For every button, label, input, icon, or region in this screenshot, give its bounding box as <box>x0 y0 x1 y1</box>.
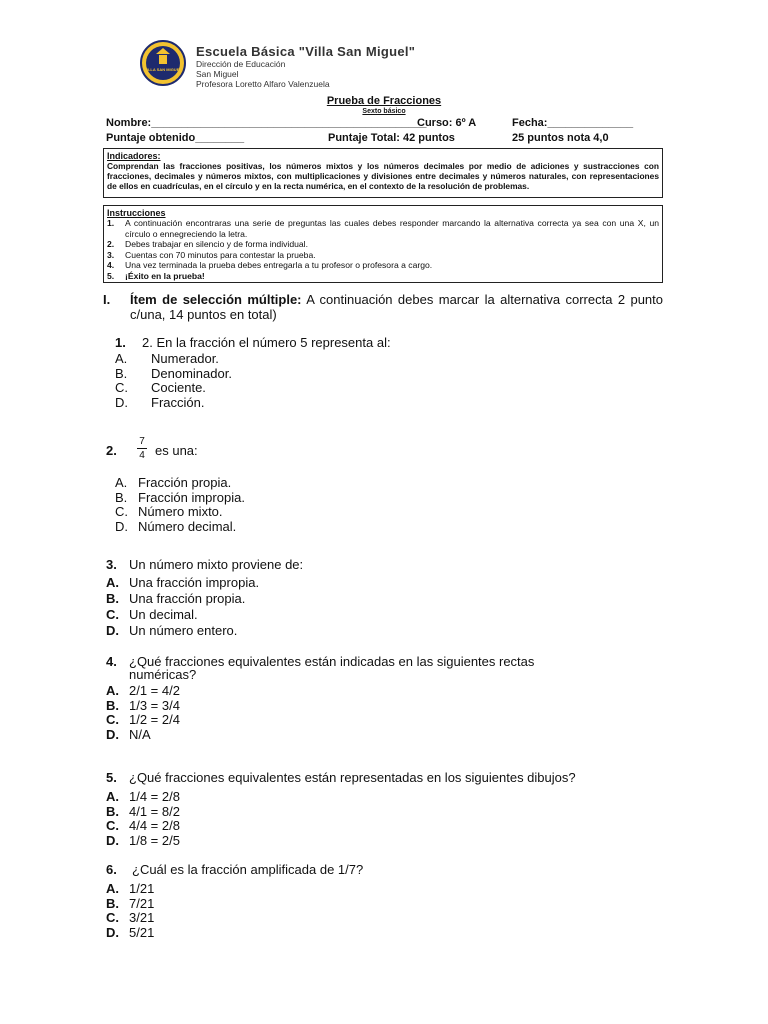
option-d[interactable] <box>106 728 646 743</box>
option-text: Cociente. <box>151 380 206 395</box>
question-number: 6. <box>106 862 117 877</box>
instruccion-text: A continuación encontraras una serie de preguntas las cuales debes responder marcando la alternativa correcta ya sea con una X, un círculo o ennegreciendo la letra. <box>125 218 659 239</box>
question-number: 4. <box>106 654 117 669</box>
option-a[interactable] <box>106 576 646 592</box>
question-1 <box>115 336 655 410</box>
field-puntaje-obtenido[interactable]: Puntaje obtenido________ <box>106 132 245 144</box>
option-text: Denominador. <box>151 365 232 381</box>
instruccion-num: 3. <box>107 249 115 260</box>
option-d[interactable] <box>106 624 646 640</box>
indicadores-box <box>103 148 663 198</box>
instruccion-num: 2. <box>107 239 115 249</box>
section-text <box>130 292 663 322</box>
instruccion-item <box>107 260 659 271</box>
option-text: 3/21 <box>129 910 155 925</box>
indicadores-title: Indicadores: <box>107 151 161 161</box>
question-stem-continued: numéricas? <box>129 667 197 682</box>
option-letter: C. <box>106 607 119 622</box>
option-text: 1/2 = 2/4 <box>129 712 180 727</box>
option-a[interactable] <box>106 684 646 699</box>
option-letter: A. <box>106 881 119 896</box>
option-c[interactable] <box>106 608 646 624</box>
option-b[interactable] <box>106 699 646 714</box>
school-header <box>140 40 660 96</box>
instruccion-num: 4. <box>107 260 115 270</box>
option-text: 2/1 = 4/2 <box>129 683 180 698</box>
question-number: 2. <box>106 443 117 458</box>
option-letter: B. <box>115 489 128 505</box>
question-4 <box>106 655 646 742</box>
question-5 <box>106 771 666 848</box>
question-stem: 2. En la fracción el número 5 representa al: <box>142 335 391 350</box>
field-nota: 25 puntos nota 4,0 <box>512 132 609 144</box>
instruccion-item <box>107 250 659 261</box>
option-text: 4/1 = 8/2 <box>129 803 180 819</box>
instruccion-text: Debes trabajar en silencio y de forma individual. <box>125 239 308 249</box>
option-letter: B. <box>106 895 119 911</box>
instrucciones-title: Instrucciones <box>107 208 166 218</box>
option-text: Fracción propia. <box>138 475 232 490</box>
option-text: Fracción. <box>151 394 205 410</box>
option-b[interactable] <box>115 367 655 382</box>
option-c[interactable] <box>106 713 646 728</box>
section-heading <box>103 292 663 322</box>
instruccion-item <box>107 218 659 239</box>
section-title-bold: Ítem de selección múltiple: <box>130 292 302 307</box>
option-c[interactable] <box>106 911 646 926</box>
option-d[interactable] <box>115 520 655 535</box>
option-b[interactable] <box>115 491 655 506</box>
option-letter: A. <box>115 475 128 490</box>
option-text: Una fracción impropia. <box>129 575 260 590</box>
option-text: Un decimal. <box>129 607 198 622</box>
option-a[interactable] <box>106 790 666 805</box>
option-letter: C. <box>115 504 128 519</box>
option-letter: B. <box>106 591 119 606</box>
option-letter: D. <box>115 518 128 534</box>
option-text: Un número entero. <box>129 623 238 638</box>
option-b[interactable] <box>106 592 646 608</box>
option-c[interactable] <box>115 381 655 396</box>
question-stem: ¿Cuál es la fracción amplificada de 1/7? <box>132 862 364 877</box>
option-d[interactable] <box>115 396 655 411</box>
option-letter: C. <box>115 380 128 395</box>
option-letter: C. <box>106 712 119 727</box>
option-text: Número decimal. <box>138 518 237 534</box>
question-2 <box>106 436 646 534</box>
option-letter: D. <box>115 394 128 410</box>
option-letter: B. <box>106 803 119 819</box>
option-b[interactable] <box>106 805 666 820</box>
school-line-3: Profesora Loretto Alfaro Valenzuela <box>196 79 330 89</box>
option-b[interactable] <box>106 897 646 912</box>
question-stem: ¿Qué fracciones equivalentes están representadas en los siguientes dibujos? <box>129 770 576 785</box>
instruccion-num: 1. <box>107 218 115 228</box>
option-text: 5/21 <box>129 924 155 940</box>
option-a[interactable] <box>115 352 655 367</box>
option-text: Número mixto. <box>138 504 223 519</box>
school-logo <box>140 40 186 86</box>
fraction-denominator: 4 <box>139 450 145 461</box>
option-c[interactable] <box>115 505 655 520</box>
option-letter: B. <box>115 365 128 381</box>
option-text: Fracción impropia. <box>138 489 245 505</box>
instruccion-text: Una vez terminada la prueba debes entregarla a tu profesor o profesora a cargo. <box>125 260 433 270</box>
option-letter: D. <box>106 623 119 638</box>
option-a[interactable] <box>106 882 646 897</box>
option-text: Una fracción propia. <box>129 591 246 606</box>
field-puntaje-total: Puntaje Total: 42 puntos <box>328 132 455 144</box>
option-text: Numerador. <box>151 351 219 366</box>
option-letter: A. <box>106 683 119 698</box>
field-fecha[interactable]: Fecha:______________ <box>512 117 634 129</box>
fraction-line <box>137 448 147 449</box>
test-title: Prueba de Fracciones <box>326 95 442 107</box>
option-d[interactable] <box>106 834 666 849</box>
option-letter: D. <box>106 924 119 940</box>
question-number: 1. <box>115 335 126 350</box>
option-text: 7/21 <box>129 895 155 911</box>
school-info <box>196 44 415 89</box>
field-nombre[interactable]: Nombre:_____________________________________________ <box>106 117 427 129</box>
option-letter: C. <box>106 818 119 833</box>
option-letter: B. <box>106 697 119 713</box>
option-letter: D. <box>106 832 119 848</box>
question-number: 3. <box>106 557 117 572</box>
field-curso: Curso: 6º A <box>417 117 477 129</box>
option-text: 1/21 <box>129 881 155 896</box>
option-text: 1/8 = 2/5 <box>129 832 180 848</box>
fraction <box>136 436 148 461</box>
option-text: N/A <box>129 726 151 742</box>
fraction-numerator: 7 <box>139 436 145 447</box>
option-d[interactable] <box>106 926 646 941</box>
option-c[interactable] <box>106 819 666 834</box>
option-letter: A. <box>115 351 128 366</box>
school-line-1: Dirección de Educación <box>196 59 286 69</box>
section-title-rest: A continuación debes marcar la alternativa correcta 2 punto c/una, 14 puntos en total) <box>130 292 663 322</box>
option-letter: A. <box>106 575 119 590</box>
instrucciones-box <box>103 205 663 283</box>
instruccion-text: ¡Éxito en la prueba! <box>125 270 205 281</box>
question-stem: Un número mixto proviene de: <box>129 557 304 572</box>
instruccion-item <box>107 271 659 282</box>
option-text: 4/4 = 2/8 <box>129 818 180 833</box>
option-letter: D. <box>106 726 119 742</box>
section-roman: I. <box>103 292 111 307</box>
question-number: 5. <box>106 770 117 785</box>
test-subtitle: Sexto básico <box>362 108 406 115</box>
option-letter: C. <box>106 910 119 925</box>
question-3 <box>106 558 646 640</box>
school-line-2: San Miguel <box>196 69 239 79</box>
option-a[interactable] <box>115 476 655 491</box>
school-name: Escuela Básica "Villa San Miguel" <box>196 44 416 59</box>
option-text: 1/4 = 2/8 <box>129 789 180 804</box>
logo-text: VILLA SAN MIGUEL <box>144 67 182 72</box>
option-text: 1/3 = 3/4 <box>129 697 180 713</box>
instruccion-num: 5. <box>107 270 115 281</box>
instruccion-item <box>107 239 659 250</box>
indicadores-text: Comprendan las fracciones positivas, los números mixtos y los números decimales por medio de adiciones y sustracciones con fracciones, decimales y números mixtos, con multiplicaciones y divisiones entre decimales y números naturales, con representaciones de ellos en cuadrículas, en el círculo y en la recta numérica, en el contexto de la resolución de problemas. <box>107 161 659 191</box>
option-letter: A. <box>106 789 119 804</box>
question-6 <box>106 863 646 940</box>
question-stem: ¿Qué fracciones equivalentes están indicadas en las siguientes rectas <box>129 654 535 669</box>
question-stem: es una: <box>155 443 198 458</box>
instruccion-text: Cuentas con 70 minutos para contestar la prueba. <box>125 249 316 260</box>
